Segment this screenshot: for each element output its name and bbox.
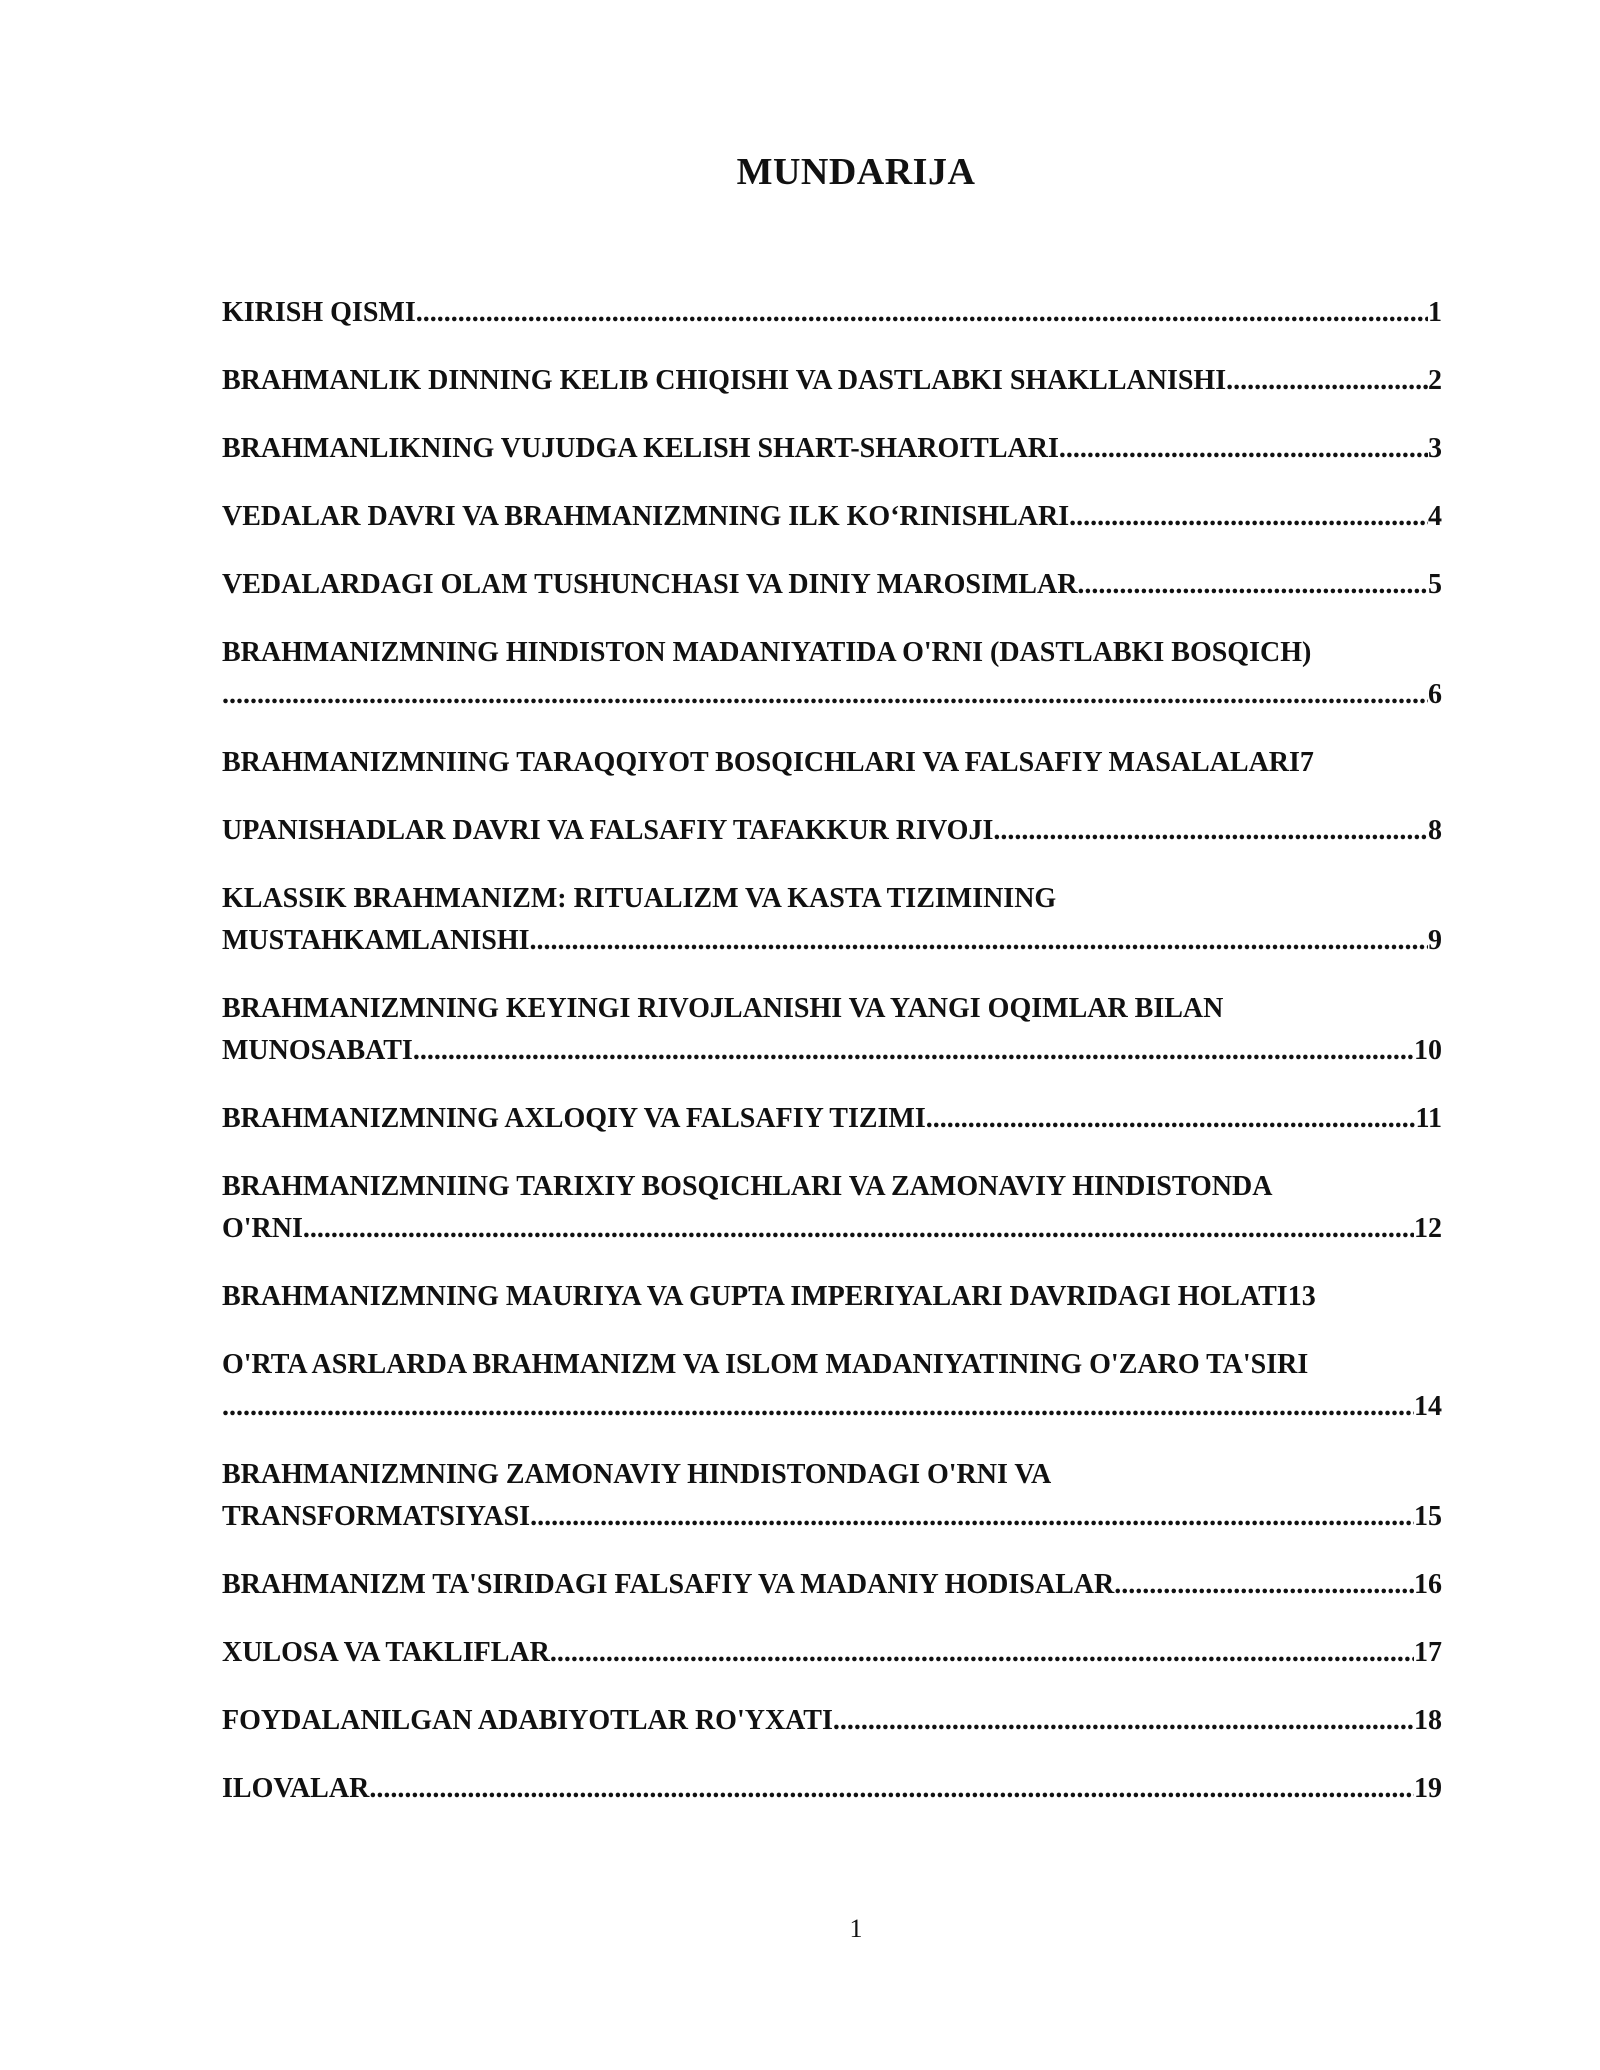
toc-entry-text: BRAHMANIZMNING AXLOQIY VA FALSAFIY TIZIMI xyxy=(222,1103,926,1134)
toc-entry-text: XULOSA VA TAKLIFLAR xyxy=(222,1637,550,1668)
toc-leader-dots xyxy=(1069,496,1428,538)
toc-page-number: 6 xyxy=(1428,679,1442,710)
toc-entry-text: UPANISHADLAR DAVRI VA FALSAFIY TAFAKKUR RIVOJI xyxy=(222,815,994,846)
toc-entry[interactable] xyxy=(222,564,1442,606)
toc-entry-line xyxy=(222,360,1442,402)
toc-leader-dots xyxy=(222,1386,1414,1428)
toc-entry-line xyxy=(222,1700,1442,1742)
toc-page-number: 19 xyxy=(1414,1773,1442,1804)
toc-entry-line xyxy=(222,1030,1442,1072)
toc-entry-text: BRAHMANIZMNIING TARAQQIYOT BOSQICHLARI VA FALSAFIY MASALALARI7 xyxy=(222,747,1314,778)
table-of-contents xyxy=(222,292,1442,1836)
toc-entry[interactable] xyxy=(222,810,1442,852)
toc-page-number: 17 xyxy=(1414,1637,1442,1668)
toc-entry[interactable] xyxy=(222,742,1442,784)
toc-entry-line xyxy=(222,1564,1442,1606)
toc-entry-line xyxy=(222,428,1442,470)
toc-leader-dots xyxy=(1226,360,1428,402)
toc-entry[interactable] xyxy=(222,1166,1442,1250)
toc-page-number: 3 xyxy=(1428,433,1442,464)
toc-page-number: 15 xyxy=(1414,1501,1442,1532)
toc-entry-first-line: BRAHMANIZMNIING TARIXIY BOSQICHLARI VA ZAMONAVIY HINDISTONDA xyxy=(222,1171,1273,1202)
toc-entry[interactable] xyxy=(222,878,1442,962)
toc-entry-line xyxy=(222,1098,1442,1140)
toc-entry[interactable] xyxy=(222,428,1442,470)
toc-page-number: 10 xyxy=(1414,1035,1442,1066)
toc-leader-dots xyxy=(1114,1564,1414,1606)
toc-entry-text: TRANSFORMATSIYASI xyxy=(222,1501,531,1532)
toc-entry[interactable] xyxy=(222,1276,1442,1318)
toc-page-number: 11 xyxy=(1415,1103,1442,1134)
toc-entry[interactable] xyxy=(222,988,1442,1072)
toc-entry-line xyxy=(222,1208,1442,1250)
toc-entry[interactable] xyxy=(222,1564,1442,1606)
toc-entry-line xyxy=(222,810,1442,852)
toc-leader-dots xyxy=(1059,428,1428,470)
toc-entry[interactable] xyxy=(222,360,1442,402)
toc-leader-dots xyxy=(833,1700,1414,1742)
toc-entry-text: ILOVALAR xyxy=(222,1773,370,1804)
toc-entry-first-line: KLASSIK BRAHMANIZM: RITUALIZM VA KASTA TIZIMINING xyxy=(222,883,1057,914)
toc-entry-first-line: BRAHMANIZMNING HINDISTON MADANIYATIDA O'RNI (DASTLABKI BOSQICH) xyxy=(222,637,1312,668)
toc-entry[interactable] xyxy=(222,1700,1442,1742)
toc-entry-text: O'RNI xyxy=(222,1213,303,1244)
toc-page-number: 9 xyxy=(1428,925,1442,956)
toc-leader-dots xyxy=(303,1208,1414,1250)
toc-entry-text: VEDALARDAGI OLAM TUSHUNCHASI VA DINIY MAROSIMLAR xyxy=(222,569,1078,600)
toc-entry-text: VEDALAR DAVRI VA BRAHMANIZMNING ILK KO‘RINISHLARI xyxy=(222,501,1070,532)
toc-entry[interactable] xyxy=(222,1344,1442,1428)
toc-page-number: 2 xyxy=(1428,365,1442,396)
toc-entry-line xyxy=(222,496,1442,538)
toc-entry-text: KIRISH QISMI xyxy=(222,297,416,328)
toc-page-number: 8 xyxy=(1428,815,1442,846)
toc-leader-dots xyxy=(416,292,1428,334)
toc-leader-dots xyxy=(530,1496,1414,1538)
toc-entry-text: MUNOSABATI xyxy=(222,1035,413,1066)
toc-entry[interactable] xyxy=(222,1632,1442,1674)
toc-entry-line xyxy=(222,1768,1442,1810)
toc-entry[interactable] xyxy=(222,496,1442,538)
page-title: MUNDARIJA xyxy=(736,151,976,193)
toc-leader-dots xyxy=(926,1098,1416,1140)
toc-entry-text: MUSTAHKAMLANISHI xyxy=(222,925,530,956)
toc-entry[interactable] xyxy=(222,1768,1442,1810)
footer-page-number: 1 xyxy=(849,1914,863,1943)
toc-leader-dots xyxy=(222,674,1428,716)
toc-entry-line xyxy=(222,1496,1442,1538)
toc-leader-dots xyxy=(530,920,1428,962)
toc-entry-first-line: BRAHMANIZMNING ZAMONAVIY HINDISTONDAGI O'RNI VA xyxy=(222,1459,1052,1490)
toc-page-number: 12 xyxy=(1414,1213,1442,1244)
toc-page-number: 16 xyxy=(1414,1569,1442,1600)
toc-entry[interactable] xyxy=(222,1454,1442,1538)
toc-entry-text: FOYDALANILGAN ADABIYOTLAR RO'YXATI xyxy=(222,1705,833,1736)
toc-entry-first-line: BRAHMANIZMNING KEYINGI RIVOJLANISHI VA YANGI OQIMLAR BILAN xyxy=(222,993,1224,1024)
toc-page-number: 5 xyxy=(1428,569,1442,600)
toc-page-number: 18 xyxy=(1414,1705,1442,1736)
toc-entry-first-line: O'RTA ASRLARDA BRAHMANIZM VA ISLOM MADANIYATINING O'ZARO TA'SIRI xyxy=(222,1349,1309,1380)
toc-leader-dots xyxy=(413,1030,1414,1072)
toc-leader-dots xyxy=(369,1768,1414,1810)
toc-entry[interactable] xyxy=(222,292,1442,334)
toc-page-number: 14 xyxy=(1414,1391,1442,1422)
toc-entry-line xyxy=(222,292,1442,334)
toc-page-number: 4 xyxy=(1428,501,1442,532)
toc-leader-dots xyxy=(550,1632,1414,1674)
toc-entry-text: BRAHMANIZM TA'SIRIDAGI FALSAFIY VA MADANIY HODISALAR xyxy=(222,1569,1115,1600)
toc-entry-text: BRAHMANIZMNING MAURIYA VA GUPTA IMPERIYALARI DAVRIDAGI HOLATI13 xyxy=(222,1281,1316,1312)
toc-entry-line xyxy=(222,564,1442,606)
toc-entry-line xyxy=(222,1632,1442,1674)
toc-entry-line xyxy=(222,920,1442,962)
toc-page-number: 1 xyxy=(1428,297,1442,328)
toc-leader-dots xyxy=(1077,564,1428,606)
toc-entry[interactable] xyxy=(222,1098,1442,1140)
toc-leader-dots xyxy=(993,810,1428,852)
toc-entry-line xyxy=(222,1386,1442,1428)
toc-entry-text: BRAHMANLIKNING VUJUDGA KELISH SHART-SHAROITLARI xyxy=(222,433,1059,464)
toc-entry-text: BRAHMANLIK DINNING KELIB CHIQISHI VA DASTLABKI SHAKLLANISHI xyxy=(222,365,1227,396)
toc-entry[interactable] xyxy=(222,632,1442,716)
toc-entry-line xyxy=(222,674,1442,716)
